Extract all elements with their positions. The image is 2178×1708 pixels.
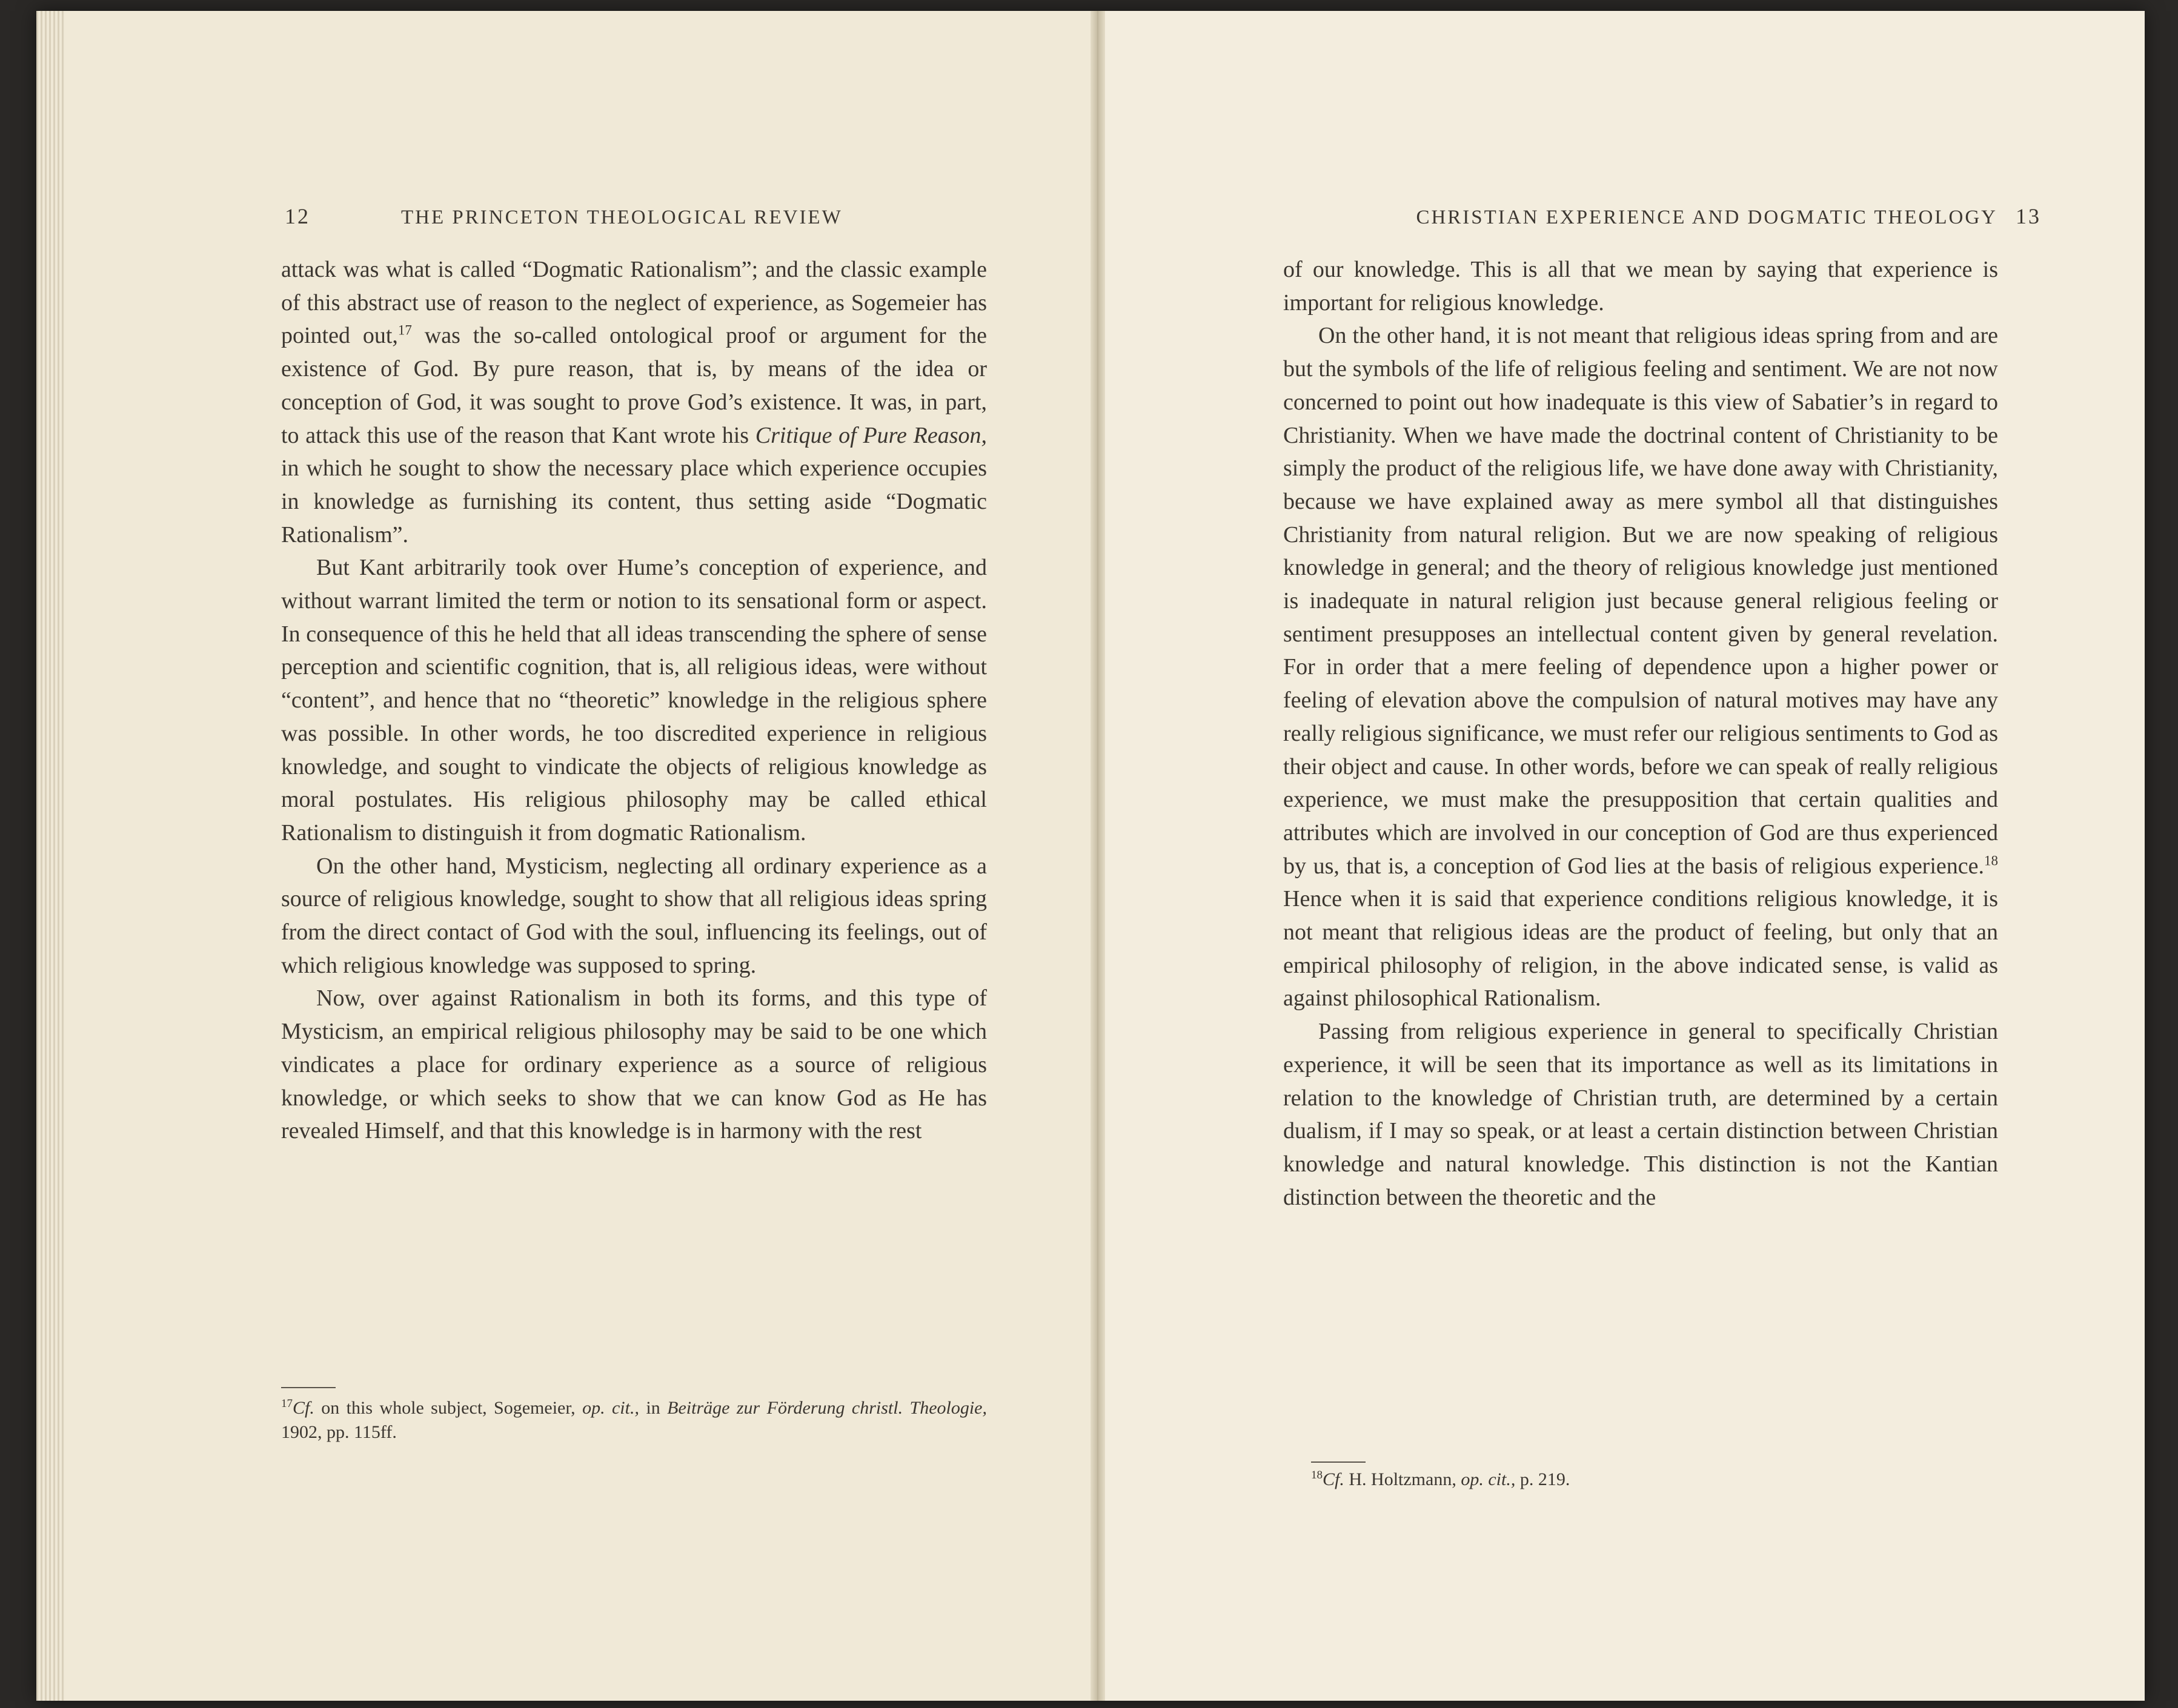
- right-page: [1105, 11, 2145, 1701]
- paragraph: of our knowledge. This is all that we mean by saying that experience is important for religious knowledge.: [1283, 257, 1998, 316]
- right-running-head: [1329, 204, 2041, 234]
- footnote-ref: 17: [397, 322, 412, 338]
- page-number-left: 12: [285, 204, 310, 228]
- running-head-title-right: CHRISTIAN EXPERIENCE AND DOGMATIC THEOLOGY: [1416, 207, 1997, 228]
- book-gutter: [1091, 11, 1105, 1701]
- paragraph: Passing from religious experience in general to specifically Christian experience, it will be seen that its importance as well as its limitations in relation to the knowledge of Christian truth, are determined by a certain dualism, if I may so speak, or at least a certain distinction between Christian knowledge and natural knowledge. This distinction is not the Kantian distinction between the theoretic and the: [1283, 1019, 1998, 1210]
- paragraph: On the other hand, Mysticism, neglecting all ordinary experience as a source of religious knowledge, sought to show that all religious ideas spring from the direct contact of God with the soul, influencing its feelings, out of which religious knowledge was supposed to spring.: [281, 853, 987, 978]
- left-running-head: [285, 204, 991, 234]
- paragraph: On the other hand, it is not meant that religious ideas spring from and are but the symbols of the life of religious feeling and sentiment. We are not now concerned to point out how inadequate is this view of Sabatier’s in regard to Christianity. When we have made the doctrinal content of Christianity to be simply the product of the religious life, we have done away with Christianity, because we have explained away as mere symbol all that distinguishes Christianity from natural religion. But we are now speaking of religious knowledge in general; and the theory of religious knowledge just mentioned is inadequate in natural religion just because general religious feeling or sentiment presupposes an intellectual content given by general revelation. For in order that a mere feeling of dependence upon a higher power or feeling of elevation above the compulsion of natural motives may have any really religious significance, we must refer our religious sentiments to God as their object and cause. In other words, before we can speak of really religious experience, we must make the presupposition that certain qualities and attributes which are involved in our conception of God are thus experienced by us, that is, a conception of God lies at the basis of religious experience.$^{18}$ Hence when it is said that experience conditions religious knowledge, it is not meant that religious ideas are the product of feeling, but only that an empirical philosophy of religion, in the above indicated sense, is valid as against philosophical Rationalism.: [1283, 323, 1998, 1011]
- footnote-rule: [1311, 1461, 1366, 1463]
- paragraph: attack was what is called “Dogmatic Rationalism”; and the classic example of this abstract use of reason to the neglect of experience, as Sogemeier has pointed out,$^{17}$ was the so-called ontological proof or argument for the existence of God. By pure reason, that is, by means of the idea or conception of God, it was sought to prove God’s existence. It was, in part, to attack this use of the reason that Kant wrote his Critique of Pure Reason, in which he sought to show the necessary place which experience occupies in knowledge as furnishing its content, thus setting aside “Dogmatic Rationalism”.: [281, 257, 987, 548]
- footnote-ref: 18: [1984, 853, 1998, 868]
- left-page: [65, 11, 1091, 1701]
- left-page-body: [281, 253, 987, 1148]
- book-spread: [36, 11, 2145, 1701]
- page-edges: [36, 11, 65, 1701]
- paragraph: Now, over against Rationalism in both its forms, and this type of Mysticism, an empirical religious philosophy may be said to be one which vindicates a place for ordinary experience as a source of religious knowledge, or which seeks to show that we can know God as He has revealed Himself, and that this knowledge is in harmony with the rest: [281, 985, 987, 1144]
- footnote-rule: [281, 1387, 336, 1388]
- page-number-right: 13: [2016, 204, 2041, 228]
- running-head-title-left: THE PRINCETON THEOLOGICAL REVIEW: [401, 207, 843, 228]
- right-page-body: [1283, 253, 1998, 1214]
- footnote-18: $^{18}$Cf. H. Holtzmann, op. cit., p. 219.: [1311, 1469, 1570, 1489]
- footnote-17: $^{17}$Cf. on this whole subject, Sogemeier, op. cit., in Beiträge zur Förderung christl. Theologie, 1902, pp. 115ff.: [281, 1397, 987, 1442]
- paragraph: But Kant arbitrarily took over Hume’s conception of experience, and without warrant limited the term or notion to its sensational form or aspect. In consequence of this he held that all ideas transcending the sphere of sense perception and scientific cognition, that is, all religious ideas, were without “content”, and hence that no “theoretic” knowledge in the religious sphere was possible. In other words, he too discredited experience in religious knowledge, and sought to vindicate the objects of religious knowledge as moral postulates. His religious philosophy may be called ethical Rationalism to distinguish it from dogmatic Rationalism.: [281, 555, 987, 846]
